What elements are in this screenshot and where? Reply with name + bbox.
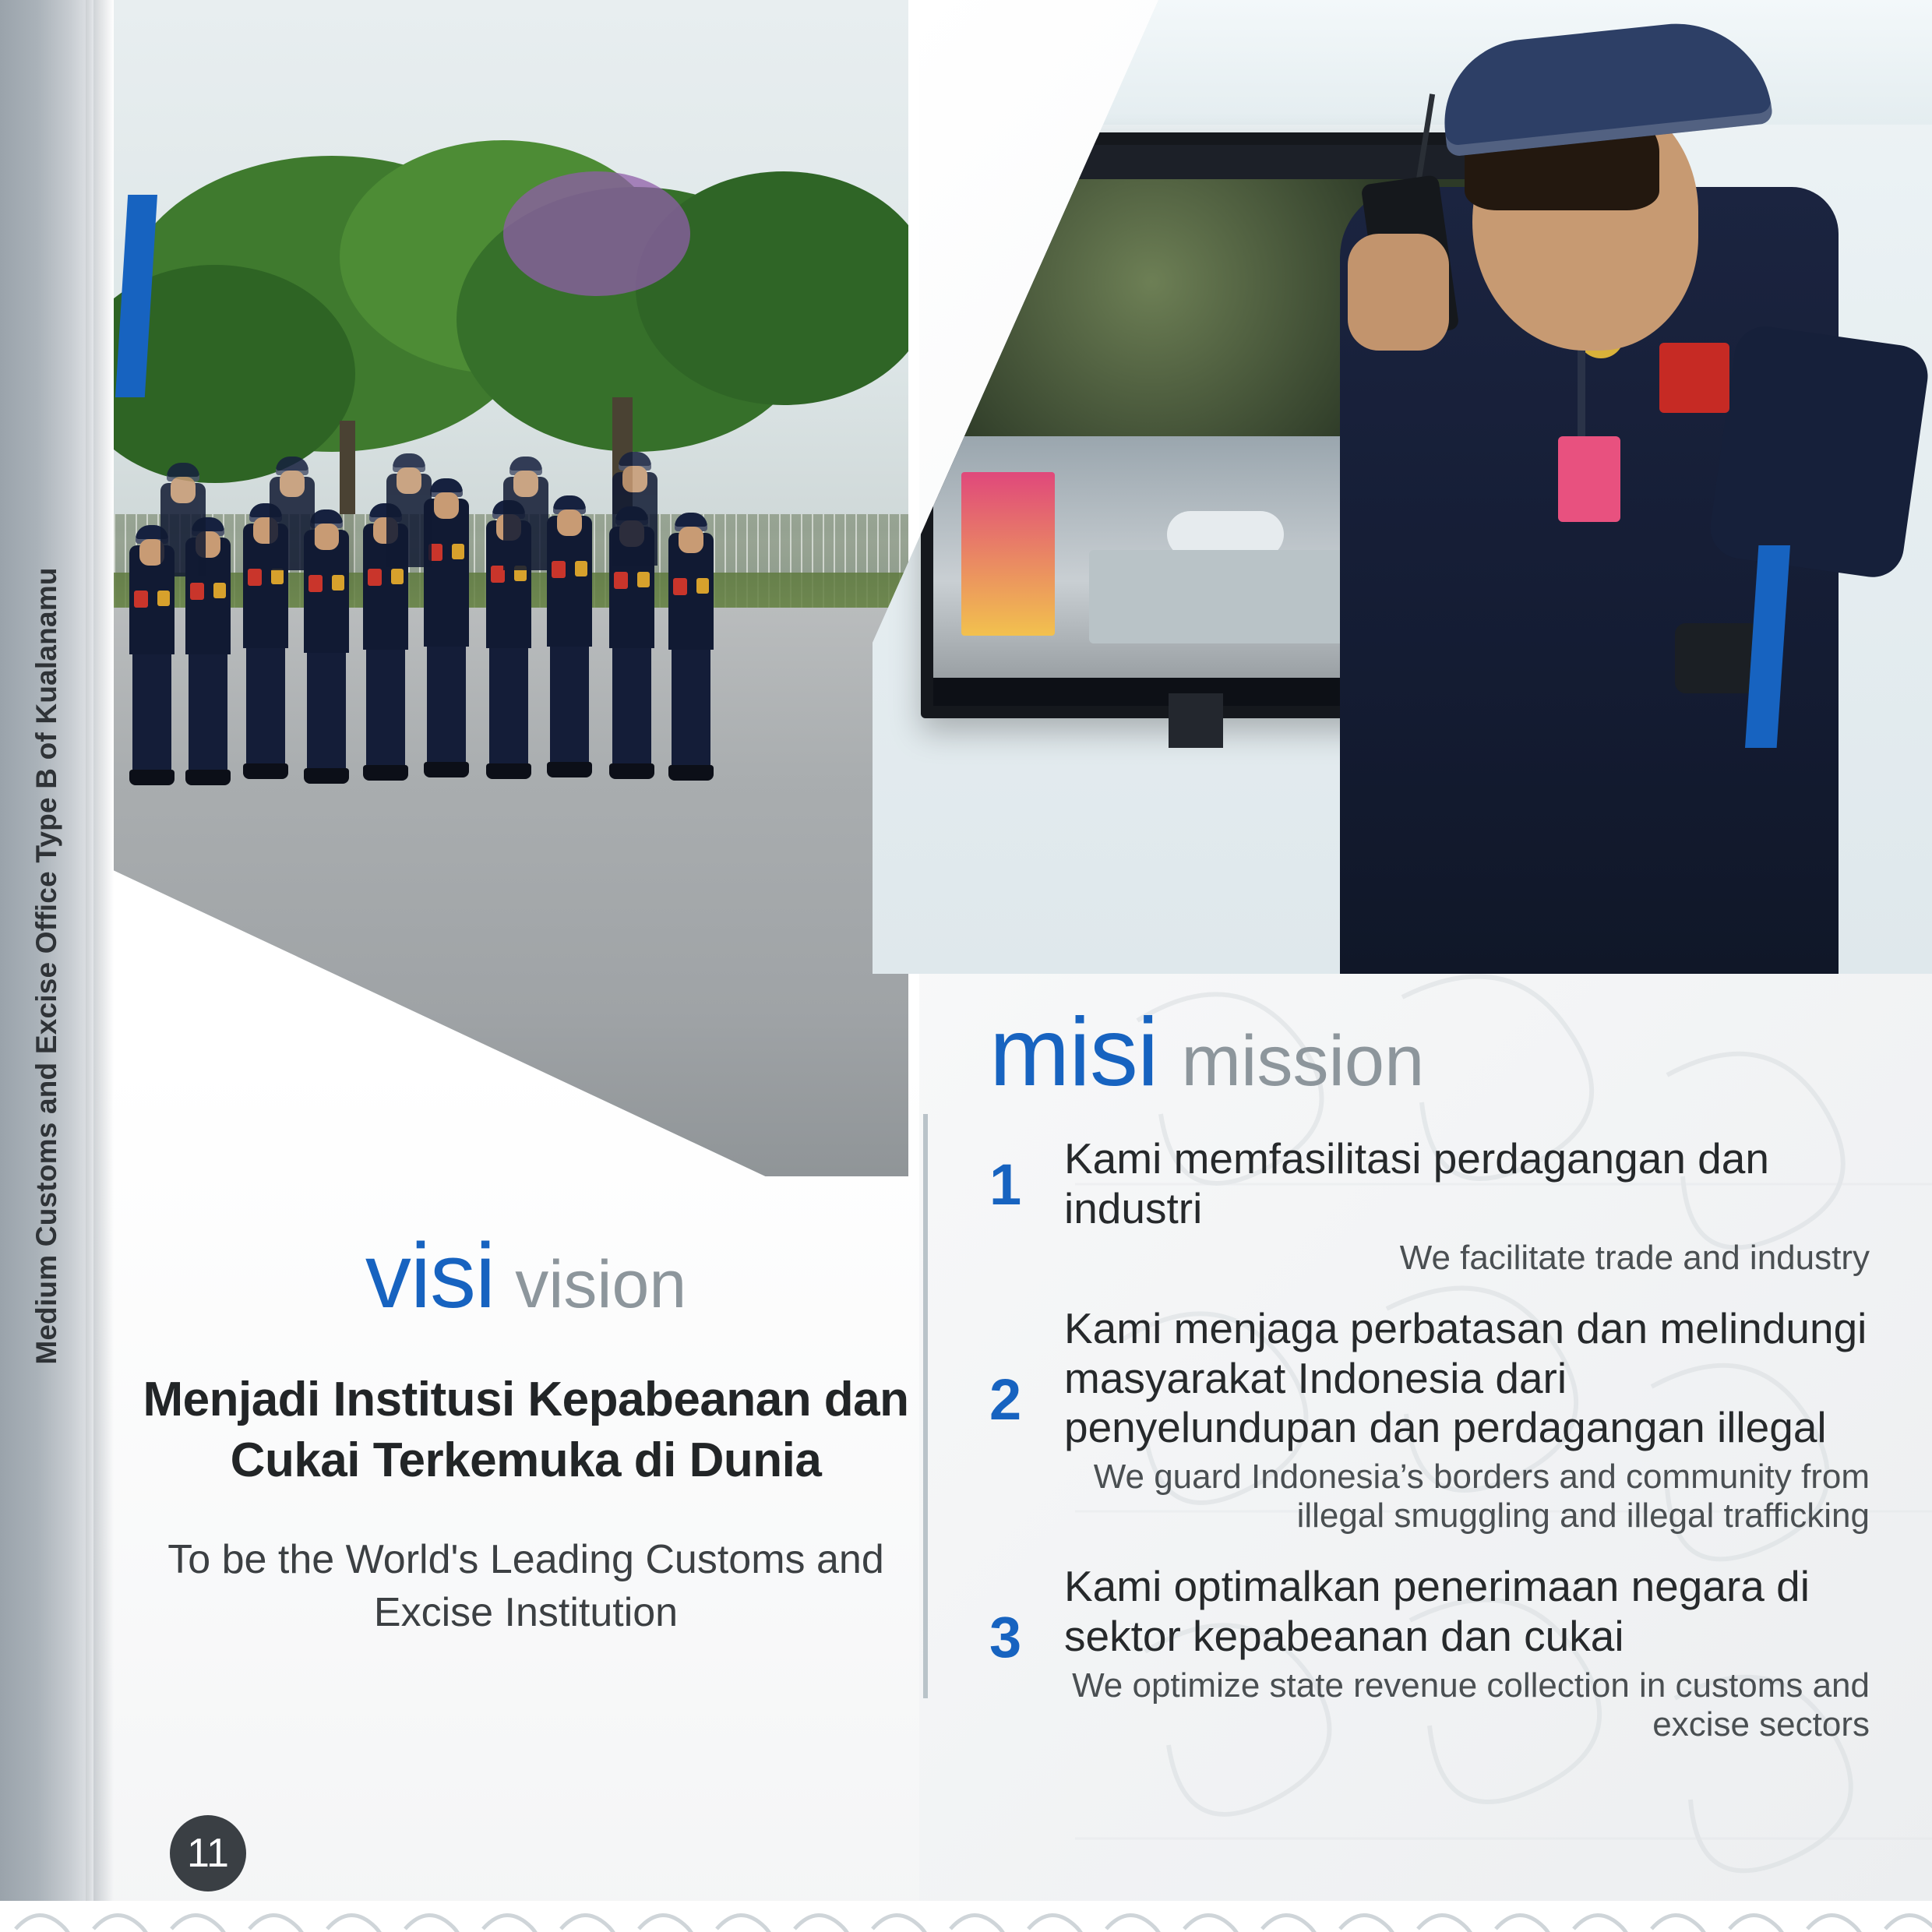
mission-section [989, 997, 1870, 1771]
mission-list [989, 1134, 1870, 1744]
photo-wristwatch [1675, 623, 1761, 693]
mission-item-text-en: We guard Indonesia’s borders and community from illegal smuggling and illegal trafficking [1093, 1458, 1870, 1535]
mission-item-text-id: Kami menjaga perbatasan dan melindungi masyarakat Indonesia dari penyelundupan dan perdagangan illegal [1064, 1303, 1867, 1452]
mission-heading [989, 997, 1870, 1108]
mission-item [989, 1304, 1870, 1536]
mission-heading-en: mission [1181, 1021, 1425, 1101]
mission-item-number: 3 [989, 1605, 1022, 1670]
spine-fold-shadow [93, 0, 114, 1932]
mission-item-text-id: Kami memfasilitasi perdagangan dan industri [1064, 1134, 1769, 1232]
vision-text-en: To be the World's Leading Customs and Excise Institution [167, 1537, 884, 1635]
spine-label: Medium Customs and Excise Office Type B of Kualanamu [30, 567, 62, 1365]
photo-officer-hand [1348, 234, 1449, 351]
mission-item [989, 1134, 1870, 1278]
mission-item-text-en: We optimize state revenue collection in customs and excise sectors [1072, 1666, 1870, 1744]
page-number-badge: 11 [170, 1815, 246, 1891]
book-spine [0, 0, 93, 1932]
vision-heading-en: vision [515, 1247, 687, 1322]
mission-item [989, 1562, 1870, 1744]
photo-monitor-stand [1169, 693, 1223, 748]
vision-heading-id: visi [365, 1225, 495, 1327]
photo-officer-arm [1706, 323, 1931, 581]
vision-heading [132, 1223, 919, 1329]
mission-item-number: 2 [989, 1366, 1022, 1432]
vision-text-id: Menjadi Institusi Kepabeanan dan Cukai Terkemuka di Dunia [143, 1373, 909, 1487]
photo-id-card [1558, 436, 1620, 522]
mission-divider [923, 1114, 928, 1698]
photo-shoulder-emblem [1659, 343, 1729, 413]
bottom-batik-strip [0, 1901, 1932, 1932]
vision-section [132, 1223, 919, 1639]
mission-item-number: 1 [989, 1152, 1022, 1217]
mission-item-text-en: We facilitate trade and industry [1399, 1238, 1870, 1277]
mission-item-text-id: Kami optimalkan penerimaan negara di sektor kepabeanan dan cukai [1064, 1562, 1810, 1661]
mission-heading-id: misi [989, 999, 1158, 1106]
